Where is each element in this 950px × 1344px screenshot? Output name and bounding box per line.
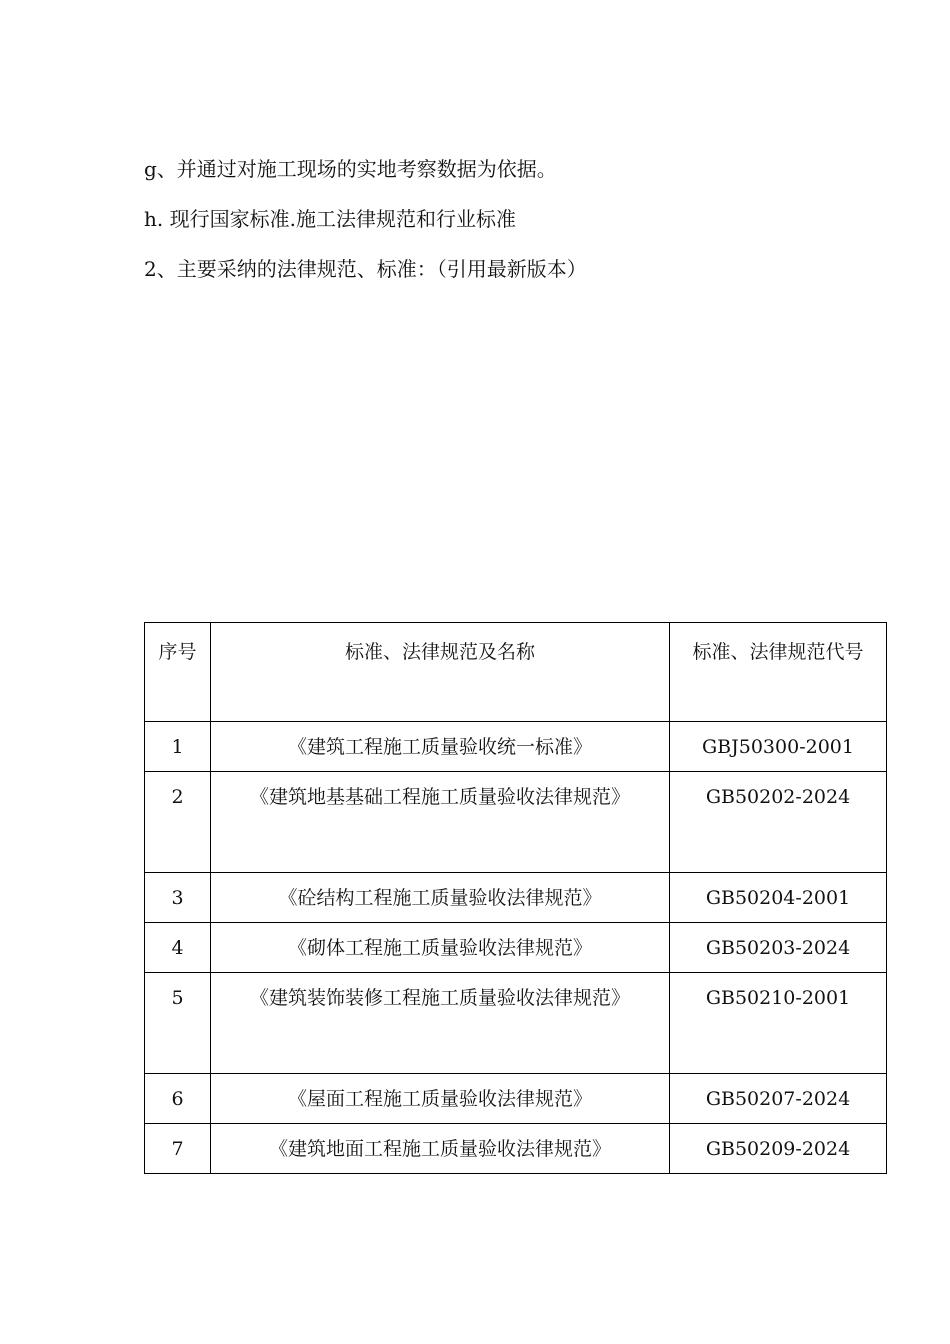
row-name: 《建筑工程施工质量验收统一标准》 [211, 722, 670, 772]
row-code: GB50209-2024 [670, 1124, 887, 1174]
table-header-row [145, 623, 887, 722]
row-name: 《建筑地基基础工程施工质量验收法律规范》 [211, 772, 670, 873]
table-row [145, 1074, 887, 1124]
table-row [145, 772, 887, 873]
row-code: GB50202-2024 [670, 772, 887, 873]
row-index: 3 [145, 873, 211, 923]
row-code: GB50204-2001 [670, 873, 887, 923]
table-row [145, 722, 887, 772]
table-row [145, 1124, 887, 1174]
paragraph-2: 2、主要采纳的法律规范、标准：（引用最新版本） [144, 257, 587, 281]
header-code: 标准、法律规范代号 [670, 623, 887, 722]
row-code: GB50207-2024 [670, 1074, 887, 1124]
row-index: 6 [145, 1074, 211, 1124]
row-code: GB50203-2024 [670, 923, 887, 973]
header-name: 标准、法律规范及名称 [211, 623, 670, 722]
row-index: 2 [145, 772, 211, 873]
row-name: 《建筑装饰装修工程施工质量验收法律规范》 [211, 973, 670, 1074]
paragraph-g: g、并通过对施工现场的实地考察数据为依据。 [144, 157, 557, 181]
row-name: 《砌体工程施工质量验收法律规范》 [211, 923, 670, 973]
row-code: GBJ50300-2001 [670, 722, 887, 772]
row-name: 《屋面工程施工质量验收法律规范》 [211, 1074, 670, 1124]
row-index: 1 [145, 722, 211, 772]
table-row [145, 923, 887, 973]
table-row [145, 873, 887, 923]
header-index: 序号 [145, 623, 211, 722]
standards-table [144, 622, 887, 1174]
row-name: 《砼结构工程施工质量验收法律规范》 [211, 873, 670, 923]
table-row [145, 973, 887, 1074]
row-index: 7 [145, 1124, 211, 1174]
row-code: GB50210-2001 [670, 973, 887, 1074]
row-index: 4 [145, 923, 211, 973]
row-name: 《建筑地面工程施工质量验收法律规范》 [211, 1124, 670, 1174]
paragraph-h: h. 现行国家标准.施工法律规范和行业标准 [144, 207, 516, 231]
row-index: 5 [145, 973, 211, 1074]
